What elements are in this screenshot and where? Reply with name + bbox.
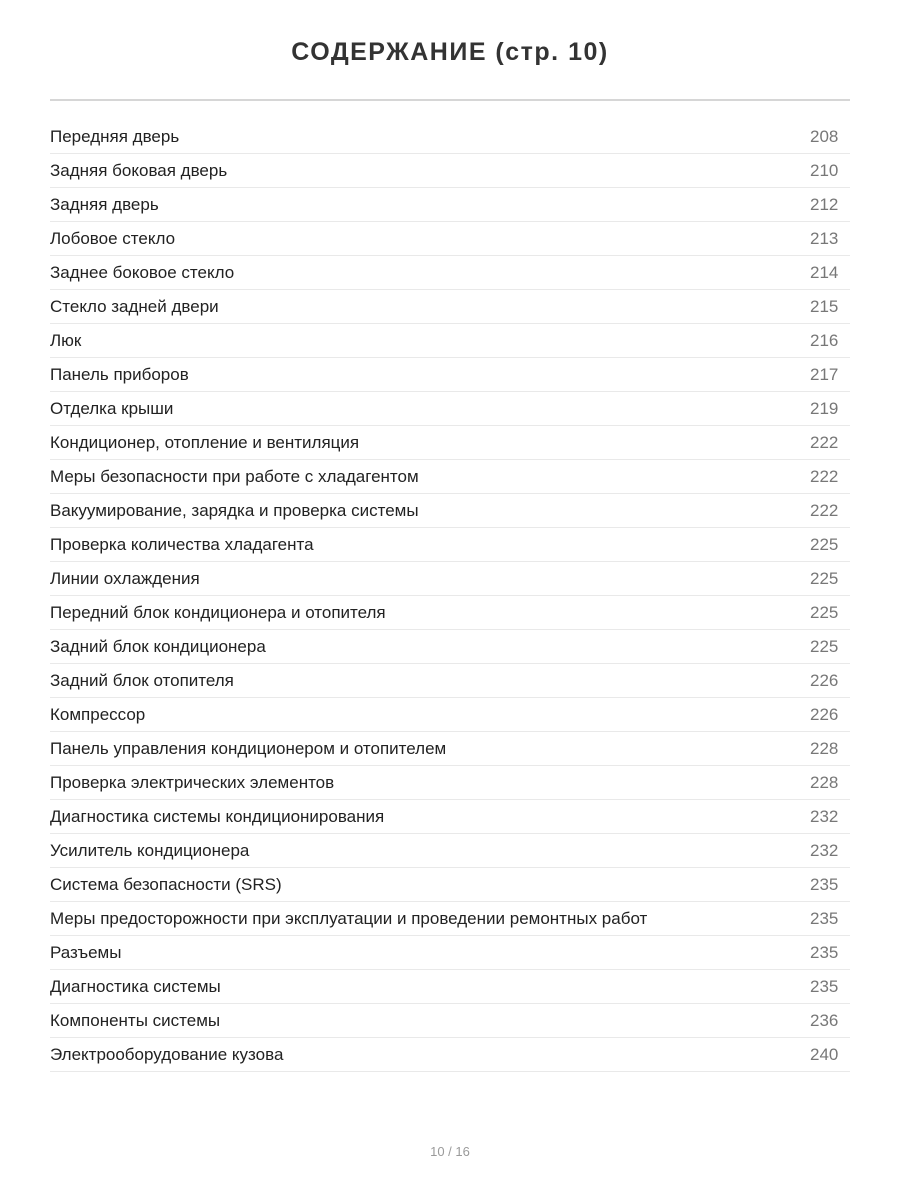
toc-entry-title: Диагностика системы кондиционирования	[50, 806, 385, 826]
toc-entry-page-number: 235	[810, 976, 839, 996]
toc-entry-title: Задняя дверь	[50, 194, 159, 214]
toc-entry[interactable]	[50, 902, 850, 936]
toc-entry[interactable]	[50, 562, 850, 596]
toc-entry[interactable]	[50, 698, 850, 732]
toc-entry-title: Лобовое стекло	[50, 228, 176, 248]
toc-entry-page-number: 214	[810, 262, 839, 282]
toc-entry[interactable]	[50, 732, 850, 766]
toc-entry[interactable]	[50, 290, 850, 324]
toc-entry[interactable]	[50, 800, 850, 834]
toc-entry[interactable]	[50, 392, 850, 426]
toc-entry-page-number: 232	[810, 806, 839, 826]
toc-entry-page-number: 235	[810, 874, 839, 894]
toc-entry[interactable]	[50, 324, 850, 358]
toc-entry[interactable]	[50, 1038, 850, 1072]
toc-entry-page-number: 219	[810, 398, 839, 418]
toc-entry-title: Задняя боковая дверь	[50, 160, 228, 180]
toc-entry[interactable]	[50, 664, 850, 698]
page-title: СОДЕРЖАНИЕ (стр. 10)	[291, 38, 609, 66]
toc-entry-page-number: 210	[810, 160, 839, 180]
toc-entry[interactable]	[50, 1004, 850, 1038]
page-indicator: 10 / 16	[430, 1144, 470, 1159]
toc-entry-title: Электрооборудование кузова	[50, 1044, 284, 1064]
toc-entry[interactable]	[50, 630, 850, 664]
toc-entry-page-number: 225	[810, 636, 839, 656]
toc-entry-page-number: 208	[810, 126, 839, 146]
toc-entry-page-number: 232	[810, 840, 839, 860]
toc-entry[interactable]	[50, 868, 850, 902]
toc-entry-title: Диагностика системы	[50, 976, 221, 996]
toc-entry-page-number: 222	[810, 500, 839, 520]
toc-entry-title: Люк	[50, 330, 82, 350]
toc-entry[interactable]	[50, 494, 850, 528]
toc-entry[interactable]	[50, 528, 850, 562]
toc-entry[interactable]	[50, 766, 850, 800]
toc-entry-title: Система безопасности (SRS)	[50, 874, 282, 894]
toc-entry-page-number: 226	[810, 704, 839, 724]
toc-entry-title: Меры безопасности при работе с хладагентом	[50, 466, 419, 486]
toc-entry-title: Задний блок отопителя	[50, 670, 234, 690]
toc-entry-page-number: 228	[810, 738, 839, 758]
toc-entry-page-number: 225	[810, 568, 839, 588]
toc-entry[interactable]	[50, 120, 850, 154]
toc-entry-title: Передний блок кондиционера и отопителя	[50, 602, 386, 622]
toc-entry-title: Линии охлаждения	[50, 568, 200, 588]
toc-entry-page-number: 216	[810, 330, 839, 350]
toc-entry-page-number: 222	[810, 432, 839, 452]
toc-entry-page-number: 235	[810, 908, 839, 928]
toc-entry[interactable]	[50, 222, 850, 256]
toc-entry-title: Отделка крыши	[50, 398, 174, 418]
toc-entry[interactable]	[50, 188, 850, 222]
toc-entry-title: Вакуумирование, зарядка и проверка системы	[50, 500, 419, 520]
toc-entry-page-number: 225	[810, 602, 839, 622]
toc-entry-page-number: 226	[810, 670, 839, 690]
toc-entry[interactable]	[50, 970, 850, 1004]
toc-entry[interactable]	[50, 460, 850, 494]
toc-entry-title: Кондиционер, отопление и вентиляция	[50, 432, 360, 452]
toc-entry-page-number: 228	[810, 772, 839, 792]
toc-entry-title: Усилитель кондиционера	[50, 840, 250, 860]
toc-entry-title: Разъемы	[50, 942, 122, 962]
toc-entry[interactable]	[50, 358, 850, 392]
toc-entry[interactable]	[50, 426, 850, 460]
toc-entry-title: Заднее боковое стекло	[50, 262, 235, 282]
toc-entry[interactable]	[50, 154, 850, 188]
toc-entry-title: Панель управления кондиционером и отопителем	[50, 738, 447, 758]
toc-entry-page-number: 213	[810, 228, 839, 248]
toc-entry-page-number: 236	[810, 1010, 839, 1030]
toc-entry[interactable]	[50, 936, 850, 970]
toc-entry-page-number: 225	[810, 534, 839, 554]
toc-entry[interactable]	[50, 834, 850, 868]
toc-entry-title: Проверка электрических элементов	[50, 772, 335, 792]
toc-entry-title: Задний блок кондиционера	[50, 636, 266, 656]
toc-entry[interactable]	[50, 596, 850, 630]
toc-entry-page-number: 212	[810, 194, 839, 214]
toc-entry-title: Проверка количества хладагента	[50, 534, 314, 554]
toc-entry-title: Меры предосторожности при эксплуатации и проведении ремонтных работ	[50, 908, 648, 928]
toc-entry-page-number: 222	[810, 466, 839, 486]
toc-entry-title: Компрессор	[50, 704, 146, 724]
toc-entry-page-number: 217	[810, 364, 839, 384]
toc-entry-page-number: 215	[810, 296, 839, 316]
toc-entry[interactable]	[50, 256, 850, 290]
toc-entry-title: Панель приборов	[50, 364, 189, 384]
toc-entry-page-number: 235	[810, 942, 839, 962]
toc-entry-title: Компоненты системы	[50, 1010, 221, 1030]
toc-entry-title: Передняя дверь	[50, 126, 180, 146]
table-of-contents	[50, 120, 850, 1072]
toc-entry-title: Стекло задней двери	[50, 296, 219, 316]
toc-entry-page-number: 240	[810, 1044, 839, 1064]
title-divider	[50, 99, 850, 101]
